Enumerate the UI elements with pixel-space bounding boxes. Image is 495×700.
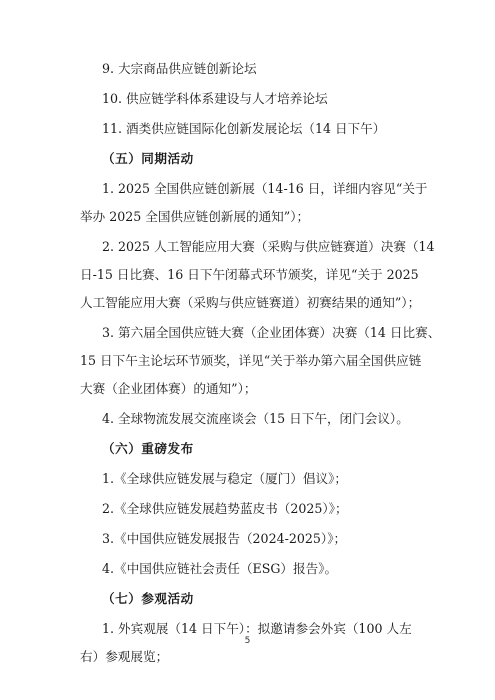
release-item-4: 4.《中国供应链社会责任（ESG）报告》。	[102, 561, 338, 576]
page-number: 5	[244, 636, 251, 646]
activity-4: 4. 全球物流发展交流座谈会（15 日下午，闭门会议）。	[102, 411, 409, 426]
activity-3-line-3: 大赛（企业团体赛）的通知”）；	[80, 381, 257, 396]
visit-item-1-line-2: 右）参观展览；	[80, 649, 169, 664]
activity-2-line-1: 2. 2025 人工智能应用大赛（采购与供应链赛道）决赛（14	[102, 239, 435, 254]
release-item-1: 1.《全球供应链发展与稳定（厦门）倡议》；	[102, 471, 347, 486]
activity-2-line-3: 人工智能应用大赛（采购与供应链赛道）初赛结果的通知”）；	[80, 295, 421, 310]
activity-2-line-2: 日-15 日比赛、16 日下午闭幕式环节颁奖，详见“关于 2025	[80, 267, 419, 282]
activity-1-line-2: 举办 2025 全国供应链创新展的通知”）；	[80, 209, 310, 224]
section-heading-concurrent-activities: （五）同期活动	[102, 151, 194, 166]
activity-3-line-2: 15 日下午主论坛环节颁奖，详见“关于举办第六届全国供应链	[80, 353, 422, 368]
activity-1-line-1: 1. 2025 全国供应链创新展（14-16 日，详细内容见“关于	[102, 181, 428, 196]
release-item-2: 2.《全球供应链发展趋势蓝皮书（2025）》；	[102, 501, 348, 516]
document-body	[80, 58, 441, 667]
forum-item-10: 10. 供应链学科体系建设与人才培养论坛	[102, 91, 328, 106]
section-heading-major-releases: （六）重磅发布	[102, 441, 194, 456]
forum-item-11: 11. 酒类供应链国际化创新发展论坛（14 日下午）	[102, 121, 386, 136]
visit-item-1-line-1: 1. 外宾观展（14 日下午）：拟邀请参会外宾（100 人左	[102, 621, 412, 636]
forum-item-9: 9. 大宗商品供应链创新论坛	[102, 61, 257, 76]
release-item-3: 3.《中国供应链发展报告（2024-2025）》；	[102, 531, 347, 546]
activity-3-line-1: 3. 第六届全国供应链大赛（企业团体赛）决赛（14 日比赛、	[102, 325, 441, 340]
section-heading-visit-activities: （七）参观活动	[102, 591, 194, 606]
